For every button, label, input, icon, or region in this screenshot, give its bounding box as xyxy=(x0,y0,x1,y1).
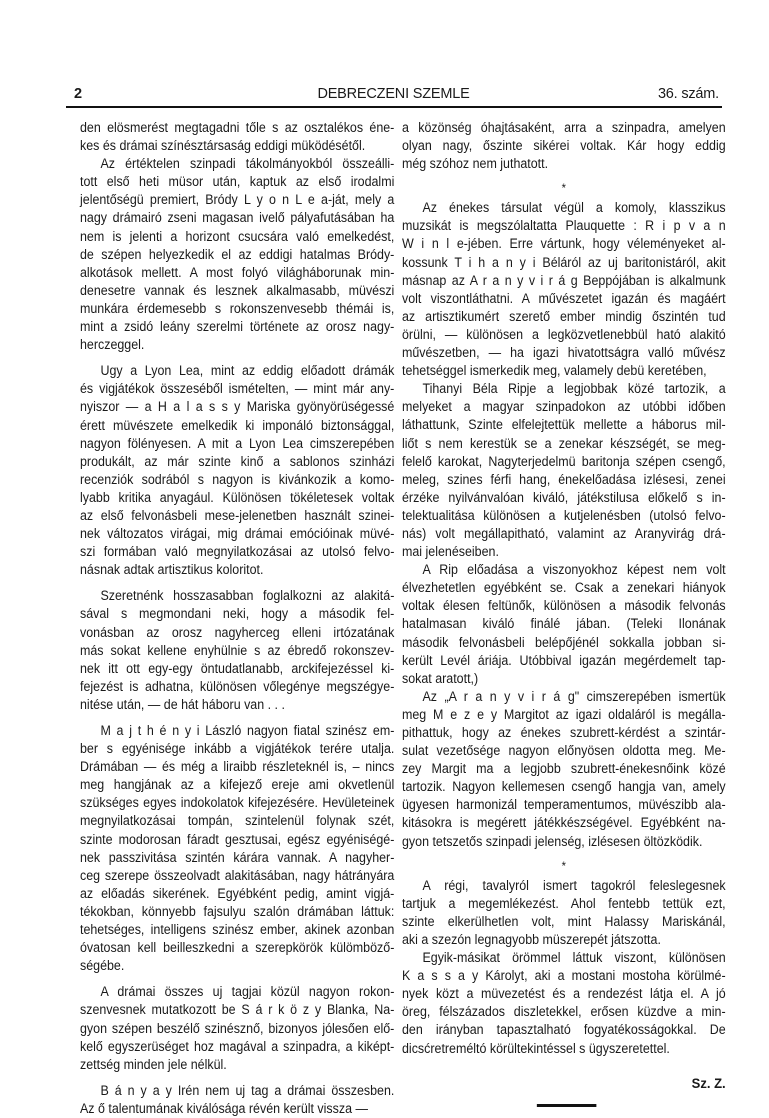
text-line: meg hangjának az a kifejező ereje ami okvetlenül xyxy=(80,777,395,793)
text-line: Az „A r a n y v i r á g" cimszerepében ismertük xyxy=(422,688,726,704)
text-line: liőt s nem kerestük se a zenekar készségét, se meg- xyxy=(402,435,726,451)
text-line: nek passzivitása szintén kárára vannak. A nagyher- xyxy=(80,849,395,865)
text-line: érett müvészete emelkedik ki imponáló biztonsággal, xyxy=(80,417,395,433)
text-line: másnap az A r a n y v i r á g Beppójában is alkalmunk xyxy=(402,272,726,288)
text-line: fejezést is adhatna, különösen vőlegénye megszégye- xyxy=(80,678,395,694)
article-end-rule xyxy=(537,1104,597,1107)
text-line: tartozik. Nagyon kellemesen csengő hangja van, amely xyxy=(402,779,726,795)
text-line: nagy drámairó zseni magasan ivelő pályafutásában ha xyxy=(80,210,395,226)
text-line: Az énekes társulat végül a komoly, klasszikus xyxy=(422,200,726,216)
text-line: nyek közt a müvezetést és a rendezést látja el. A jó xyxy=(402,986,726,1002)
paragraph xyxy=(402,561,726,688)
text-line: az előadás sikerének. Egyébként pedig, amint vigjá- xyxy=(80,885,395,901)
page-number: 2 xyxy=(74,86,82,102)
text-line: produkált, az már szinte kinő a sablonos szinházi xyxy=(80,453,395,469)
text-line: nagyon fölényesen. A mit a Lyon Lea cimszerepében xyxy=(80,435,395,451)
text-line: élvezhetetlen egyébként se. Csak a zenekari hiányok xyxy=(402,580,726,596)
text-line: aki a szezón legnagyobb müszerepét játszotta. xyxy=(402,931,661,947)
text-line: az artisztikumért szerető ember mindig őszintén tud xyxy=(402,308,726,324)
text-line: meg M e z e y Margitot az igazi oldaláról is megálla- xyxy=(402,706,726,722)
text-line: volt viszontláthatni. A művészetet igazán és magáért xyxy=(402,290,726,306)
text-line: zettség minden jele nélkül. xyxy=(80,1056,227,1072)
text-line: művészetben, — ha igazi hivatottságra valló művész xyxy=(402,345,726,361)
text-line: sával s megmondani neki, hogy a második fel- xyxy=(80,606,395,622)
text-line: szükséges egyes indokolatok kifejezésére. Hevületeinek xyxy=(80,795,395,811)
section-separator: * xyxy=(561,181,566,196)
text-line: Egyik-másikat örömmel láttuk viszont, különösen xyxy=(422,950,726,966)
text-line: kossunk T i h a n y i Béláról az uj baritonistáról, akit xyxy=(402,254,726,270)
text-line: tartjuk a megemlékezést. Ahol fentebb tettük ezt, xyxy=(402,895,726,911)
text-line: nyiszor — a H a l a s s y Mariska gyönyörüségessé xyxy=(80,399,395,415)
text-line: ségébe. xyxy=(80,958,125,974)
text-line: tott első heti müsor után, kaptuk az első irodalmi xyxy=(80,174,395,190)
text-line: zey Margit ma a legjobb szubrett-énekesnőink közé xyxy=(402,761,726,777)
text-line: Szeretnénk hosszasabban foglalkozni az alakitá- xyxy=(100,588,395,604)
text-line: recenziók sodrából s nagyon is kivánkozik a komo- xyxy=(80,471,395,487)
text-line: ügyesen harmonizál temperamentumos, müvészibb ala- xyxy=(402,797,726,813)
text-line: olyan nagy, őszinte sikérei voltak. Kár hogy eddig xyxy=(402,138,726,154)
text-line: érzéke nyilvánvalóan kiváló, játékstilusa előkelő s in- xyxy=(402,489,726,505)
text-line: vonásban az orosz nagyherceg elleni irtózatának xyxy=(80,624,395,640)
text-line: tehetséges, intelligens szinész ember, akinek azonban xyxy=(80,922,395,938)
text-line: szinte modorosan fáradt gesztusai, egész egyéniségé- xyxy=(80,831,395,847)
text-line: melyeket a magyar szinpadokon az utóbbi időben xyxy=(402,399,726,415)
text-line: násnak adtak artisztikus koloritot. xyxy=(80,562,264,578)
text-line: mint a zsidó leány szerelmi története az orosz nagy- xyxy=(80,319,395,335)
author-signature: Sz. Z. xyxy=(691,1074,726,1091)
text-line: herczeggel. xyxy=(80,337,145,353)
text-line: muzsikát is megszólaltatta Plauquette : R i p v a n xyxy=(402,218,726,234)
text-line: A régi, tavalyról ismert tagokról feleslegesnek xyxy=(422,877,726,893)
text-line: gyon szépen beszélő szinésznő, bizonyos jólesően elő- xyxy=(80,1020,395,1036)
text-line: nem is jelenti a horizont csucsára való emelkedést, xyxy=(80,228,395,244)
text-line: munkára érdemesebb s rokonszenvesebb thémái is, xyxy=(80,300,395,316)
text-line: Ugy a Lyon Lea, mint az eddig előadott drámák xyxy=(100,363,395,379)
text-line: más sokat kellene enyhülnie s az ébredő rokonszev- xyxy=(80,642,395,658)
paragraph xyxy=(80,119,394,155)
text-line: den irányban tapasztalható fogyatékosságokkal. De xyxy=(402,1022,726,1038)
text-line: voltak élesen feltünők, különösen a második felvonás xyxy=(402,598,726,614)
paragraph xyxy=(80,362,394,579)
text-line: meleg, szines férfi hang, énekelőadása izlésesi, zenei xyxy=(402,471,726,487)
text-line: A drámai összes uj tagjai közül nagyon rokon- xyxy=(100,984,395,1000)
text-line: nitése után, — de hát háboru van . . . xyxy=(80,696,285,712)
text-line: gyon tetszetős szinpadi jelenség, izlésesen öltözködik. xyxy=(402,833,703,849)
paragraph xyxy=(402,380,726,561)
text-line: tehetséggel ismerkedik meg, valamely debü keretében, xyxy=(402,363,707,379)
paragraph xyxy=(402,119,726,173)
text-line: nás) volt megállapitható, valamint az Aranyvirág drá- xyxy=(402,525,726,541)
text-line: M a j t h é n y i László nagyon fiatal szinész em- xyxy=(100,723,395,738)
text-line: kelő egyszerüséget hoz magával a szinpadra, a kiképt- xyxy=(80,1038,395,1054)
text-line: még szóhoz nem juthatott. xyxy=(402,156,549,172)
text-line: került Levél áriája. Utóbbival igazán megérdemelt tap- xyxy=(402,652,726,668)
text-line: alkotások mellett. A most folyó világháborunak min- xyxy=(80,264,395,280)
text-line: felelő karokat, Nagyterjedelmü baritonja szépen csengő, xyxy=(402,453,726,469)
text-line: Az ő talentumának kiválósága révén került vissza — xyxy=(80,1100,368,1116)
text-line: második felvonásbeli belépőjénél sokkalla jobban si- xyxy=(402,634,726,650)
text-line: jelentőségü premiert, Bródy L y o n L e a-ját, mely a xyxy=(80,192,395,208)
text-line: ber s egyénisége inkább a vigjátékok terére utalja. xyxy=(80,741,395,757)
section-separator: * xyxy=(561,858,566,873)
text-line: megnyilatkozásai tompán, szintelenül folynak szét, xyxy=(80,813,395,829)
text-line: sulat vezetősége nagyon előnyösen oldotta meg. Me- xyxy=(402,743,726,759)
text-line: lyabb kritika anyagául. Különösen tökéletesek voltak xyxy=(80,489,395,505)
publication-title: DEBRECZENI SZEMLE xyxy=(317,86,470,102)
left-column xyxy=(80,119,394,1118)
text-line: nek változatos virágai, mig drámai emócióinak müvé- xyxy=(80,526,395,542)
text-line: az első felvonásbeli mese-jelenetben használt szinei- xyxy=(80,507,395,523)
text-line: den elösmerést megtagadni tőle s az osztalékos éne- xyxy=(80,120,395,135)
paragraph xyxy=(80,983,394,1073)
text-line: pithattuk, hogy az énekes szubrett-kérdést a szintár- xyxy=(402,725,726,740)
text-line: telektualitása különösen a kutjelenésben (utolsó felvo- xyxy=(402,507,726,523)
text-line: szi formában való megnyilatkozásai az utolsó felvo- xyxy=(80,544,395,560)
text-line: denesetre vannak és lesznek alkalmasabb, müvészi xyxy=(80,282,395,298)
text-line: B á n y a y Irén nem uj tag a drámai összesben. xyxy=(100,1082,395,1098)
text-line: óvatosan kell beilleszkedni a szerepkörök külömböző- xyxy=(80,940,395,956)
text-line: K a s s a y Károlyt, aki a mostani mostoha körülmé- xyxy=(402,968,726,984)
paragraph xyxy=(402,949,726,1058)
text-line: hatalmasan kiváló finálé jában. (Teleki Ilonának xyxy=(402,616,726,632)
right-column xyxy=(402,119,726,1107)
text-line: W i n l e-jében. Erre vártunk, hogy véleményeket al- xyxy=(402,236,726,252)
text-line: a közönség óhajtásaként, arra a szinpadra, amelyen xyxy=(402,120,726,135)
text-line: kitásokra is megérett játékkészségével. Egyébként na- xyxy=(402,815,726,831)
text-line: láthattunk, Szinte elfelejtettük mellette a háborus mil- xyxy=(402,417,726,433)
text-line: örülni, — különösen a legközvetlenebbül ható alakitó xyxy=(402,326,726,342)
paragraph xyxy=(402,877,726,949)
text-line: és vigjátékok összeséből ismételten, — mint már any- xyxy=(80,381,395,397)
paragraph xyxy=(80,1082,394,1118)
text-line: mai jelenéseiben. xyxy=(402,544,499,560)
page-header xyxy=(66,86,721,106)
text-line: szinte elkerülhetlen volt, mint Halassy Mariskánál, xyxy=(402,913,726,929)
text-line: nek itt ott egy-egy öntudatlanabb, arckifejezéssel ki- xyxy=(80,660,395,676)
text-line: tékokban, könnyebb fajsulyu szalón drámában láttuk: xyxy=(80,903,395,919)
text-line: Az értéktelen szinpadi tákolmányokból összeálli- xyxy=(100,156,395,172)
paragraph xyxy=(80,722,394,975)
text-line: Drámában — és még a liraibb részleteknél is, – nincs xyxy=(80,759,395,775)
text-line: dicsćretreméltó körültekintéssel s ügyszeretettel. xyxy=(402,1040,670,1056)
text-line: sokat aratott,) xyxy=(402,670,479,686)
text-line: Tihanyi Béla Ripje a legjobbak közé tartozik, a xyxy=(422,381,726,397)
text-line: ceg szerepe összeolvadt alakitásában, nagy hátrányára xyxy=(80,867,395,883)
text-line: szenvesnek mutatkozott be S á r k ö z y Blanka, Na- xyxy=(80,1002,395,1018)
issue-number: 36. szám. xyxy=(657,86,719,102)
text-line: öreg, félszázados diszletekkel, erősen küzdve a min- xyxy=(402,1004,726,1020)
paragraph xyxy=(80,587,394,714)
paragraph xyxy=(80,155,394,354)
text-line: A Rip előadása a viszonyokhoz képest nem volt xyxy=(422,562,726,578)
paragraph xyxy=(402,688,726,851)
text-line: de szépen helyezkedik el az eddigi hatalmas Bródy- xyxy=(80,246,395,262)
header-divider xyxy=(66,106,722,108)
text-line: kes és drámai színésztársaság eddigi müködésétől. xyxy=(80,138,366,154)
paragraph xyxy=(402,199,726,380)
